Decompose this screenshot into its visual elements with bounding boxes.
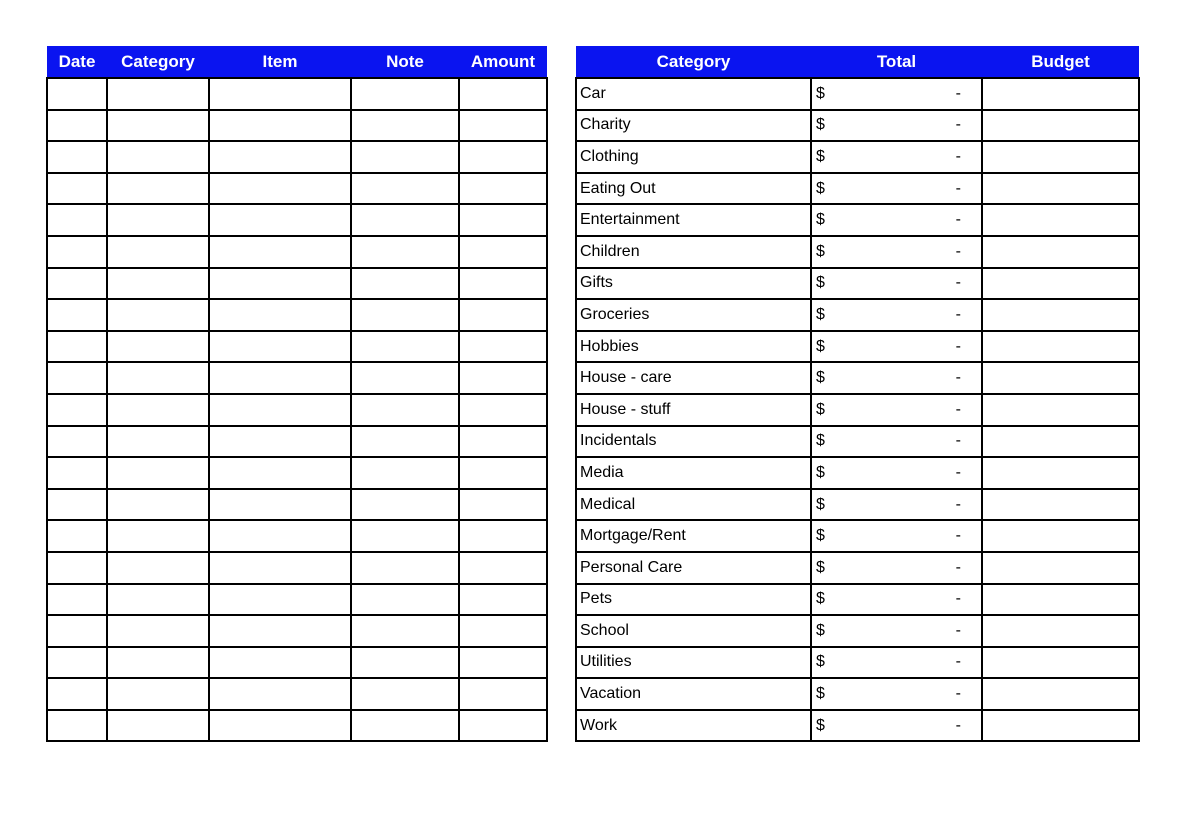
total-value: - [955,716,961,734]
ledger-cell-amount[interactable] [459,78,547,110]
ledger-cell-category[interactable] [107,362,209,394]
ledger-cell-amount[interactable] [459,615,547,647]
summary-row [576,204,1139,236]
ledger-row [47,236,547,268]
ledger-cell-note[interactable] [351,678,459,710]
ledger-cell-note[interactable] [351,647,459,679]
summary-category-cell: Hobbies [576,331,811,363]
summary-category-cell: Vacation [576,678,811,710]
ledger-cell-note[interactable] [351,204,459,236]
ledger-cell-amount[interactable] [459,520,547,552]
summary-budget-cell[interactable] [982,552,1139,584]
total-value: - [955,116,961,134]
ledger-row [47,268,547,300]
ledger-row [47,584,547,616]
ledger-cell-item[interactable] [209,457,351,489]
summary-budget-cell[interactable] [982,678,1139,710]
ledger-cell-item[interactable] [209,141,351,173]
ledger-cell-item[interactable] [209,173,351,205]
ledger-cell-category[interactable] [107,173,209,205]
summary-total-cell [811,584,982,616]
ledger-header-item: Item [209,46,351,78]
ledger-cell-item[interactable] [209,678,351,710]
ledger-cell-amount[interactable] [459,268,547,300]
ledger-cell-category[interactable] [107,520,209,552]
summary-budget-cell[interactable] [982,268,1139,300]
summary-category-cell: School [576,615,811,647]
ledger-cell-category[interactable] [107,426,209,458]
summary-total-cell [811,394,982,426]
ledger-row [47,615,547,647]
currency-symbol: $ [816,337,825,355]
summary-total-cell [811,110,982,142]
total-value: - [955,305,961,323]
ledger-cell-note[interactable] [351,489,459,521]
ledger-cell-item[interactable] [209,362,351,394]
ledger-cell-item[interactable] [209,394,351,426]
summary-total-cell [811,299,982,331]
ledger-cell-category[interactable] [107,394,209,426]
summary-row [576,331,1139,363]
ledger-header-note: Note [351,46,459,78]
summary-total-cell [811,141,982,173]
summary-row [576,615,1139,647]
summary-row [576,362,1139,394]
ledger-cell-item[interactable] [209,520,351,552]
summary-category-cell: Incidentals [576,426,811,458]
ledger-row [47,489,547,521]
summary-category-cell: Charity [576,110,811,142]
ledger-cell-amount[interactable] [459,331,547,363]
ledger-cell-amount[interactable] [459,710,547,742]
ledger-cell-amount[interactable] [459,678,547,710]
ledger-row [47,647,547,679]
ledger-cell-note[interactable] [351,552,459,584]
ledger-cell-category[interactable] [107,710,209,742]
summary-budget-cell[interactable] [982,78,1139,110]
ledger-cell-date[interactable] [47,268,107,300]
summary-total-cell [811,647,982,679]
total-value: - [955,558,961,576]
summary-row [576,268,1139,300]
ledger-cell-category[interactable] [107,141,209,173]
ledger-cell-date[interactable] [47,426,107,458]
summary-total-cell [811,615,982,647]
summary-budget-cell[interactable] [982,236,1139,268]
ledger-cell-item[interactable] [209,110,351,142]
ledger-cell-category[interactable] [107,615,209,647]
total-value: - [955,274,961,292]
ledger-cell-date[interactable] [47,552,107,584]
ledger-cell-note[interactable] [351,299,459,331]
ledger-cell-category[interactable] [107,331,209,363]
ledger-cell-note[interactable] [351,394,459,426]
summary-row [576,710,1139,742]
currency-symbol: $ [816,211,825,229]
currency-symbol: $ [816,685,825,703]
ledger-cell-category[interactable] [107,678,209,710]
ledger-cell-item[interactable] [209,615,351,647]
summary-budget-cell[interactable] [982,647,1139,679]
ledger-cell-item[interactable] [209,426,351,458]
ledger-header-date: Date [47,46,107,78]
ledger-cell-date[interactable] [47,678,107,710]
summary-row [576,426,1139,458]
summary-row [576,647,1139,679]
ledger-cell-item[interactable] [209,647,351,679]
summary-category-cell: House - care [576,362,811,394]
ledger-row [47,362,547,394]
ledger-cell-amount[interactable] [459,457,547,489]
ledger-cell-date[interactable] [47,78,107,110]
summary-row [576,110,1139,142]
ledger-cell-category[interactable] [107,204,209,236]
summary-budget-cell[interactable] [982,457,1139,489]
summary-total-cell [811,710,982,742]
summary-budget-cell[interactable] [982,520,1139,552]
summary-header-budget: Budget [982,46,1139,78]
summary-category-cell: Eating Out [576,173,811,205]
ledger-cell-category[interactable] [107,236,209,268]
total-value: - [955,432,961,450]
ledger-row [47,110,547,142]
ledger-cell-amount[interactable] [459,141,547,173]
summary-header-category: Category [576,46,811,78]
total-value: - [955,463,961,481]
ledger-row [47,520,547,552]
ledger-cell-item[interactable] [209,331,351,363]
ledger-cell-note[interactable] [351,268,459,300]
ledger-cell-date[interactable] [47,331,107,363]
ledger-cell-item[interactable] [209,236,351,268]
currency-symbol: $ [816,242,825,260]
total-value: - [955,527,961,545]
summary-category-cell: Car [576,78,811,110]
summary-budget-cell[interactable] [982,204,1139,236]
summary-category-cell: Pets [576,584,811,616]
ledger-cell-item[interactable] [209,78,351,110]
ledger-cell-item[interactable] [209,584,351,616]
summary-budget-cell[interactable] [982,426,1139,458]
ledger-cell-amount[interactable] [459,173,547,205]
summary-category-cell: Work [576,710,811,742]
ledger-row [47,299,547,331]
ledger-cell-date[interactable] [47,362,107,394]
ledger-cell-note[interactable] [351,426,459,458]
summary-budget-cell[interactable] [982,489,1139,521]
summary-budget-cell[interactable] [982,331,1139,363]
summary-row [576,78,1139,110]
ledger-header-row [47,46,547,78]
summary-budget-cell[interactable] [982,299,1139,331]
currency-symbol: $ [816,274,825,292]
currency-symbol: $ [816,527,825,545]
ledger-cell-amount[interactable] [459,647,547,679]
summary-header-total: Total [811,46,982,78]
ledger-row [47,552,547,584]
summary-total-cell [811,204,982,236]
ledger-cell-amount[interactable] [459,236,547,268]
summary-category-cell: House - stuff [576,394,811,426]
ledger-row [47,204,547,236]
total-value: - [955,147,961,165]
summary-budget-cell[interactable] [982,141,1139,173]
ledger-cell-date[interactable] [47,173,107,205]
ledger-cell-date[interactable] [47,141,107,173]
ledger-cell-note[interactable] [351,520,459,552]
currency-symbol: $ [816,305,825,323]
ledger-cell-note[interactable] [351,331,459,363]
ledger-cell-amount[interactable] [459,426,547,458]
currency-symbol: $ [816,432,825,450]
ledger-cell-item[interactable] [209,552,351,584]
ledger-row [47,394,547,426]
total-value: - [955,369,961,387]
currency-symbol: $ [816,84,825,102]
summary-row [576,552,1139,584]
currency-symbol: $ [816,369,825,387]
currency-symbol: $ [816,495,825,513]
summary-budget-cell[interactable] [982,110,1139,142]
ledger-cell-date[interactable] [47,520,107,552]
ledger-cell-amount[interactable] [459,394,547,426]
summary-body [576,78,1139,741]
ledger-cell-category[interactable] [107,489,209,521]
summary-budget-cell[interactable] [982,394,1139,426]
ledger-cell-date[interactable] [47,236,107,268]
ledger-body [47,78,547,741]
summary-row [576,489,1139,521]
currency-symbol: $ [816,621,825,639]
summary-total-cell [811,489,982,521]
currency-symbol: $ [816,653,825,671]
total-value: - [955,400,961,418]
ledger-cell-category[interactable] [107,110,209,142]
summary-row [576,520,1139,552]
ledger-cell-amount[interactable] [459,552,547,584]
ledger-cell-amount[interactable] [459,299,547,331]
summary-total-cell [811,173,982,205]
summary-category-cell: Utilities [576,647,811,679]
currency-symbol: $ [816,558,825,576]
ledger-cell-date[interactable] [47,710,107,742]
ledger-row [47,78,547,110]
summary-total-cell [811,426,982,458]
ledger-cell-date[interactable] [47,299,107,331]
summary-total-cell [811,236,982,268]
ledger-cell-note[interactable] [351,173,459,205]
ledger-row [47,141,547,173]
summary-row [576,394,1139,426]
currency-symbol: $ [816,179,825,197]
ledger-cell-date[interactable] [47,457,107,489]
summary-total-cell [811,457,982,489]
ledger-cell-note[interactable] [351,362,459,394]
ledger-header-category: Category [107,46,209,78]
summary-total-cell [811,362,982,394]
summary-budget-cell[interactable] [982,584,1139,616]
summary-row [576,299,1139,331]
ledger-cell-category[interactable] [107,78,209,110]
ledger-cell-note[interactable] [351,141,459,173]
total-value: - [955,179,961,197]
ledger-header-amount: Amount [459,46,547,78]
ledger-cell-date[interactable] [47,647,107,679]
ledger-cell-item[interactable] [209,489,351,521]
ledger-cell-amount[interactable] [459,362,547,394]
ledger-cell-date[interactable] [47,584,107,616]
summary-category-cell: Gifts [576,268,811,300]
ledger-cell-note[interactable] [351,710,459,742]
ledger-cell-category[interactable] [107,299,209,331]
summary-row [576,236,1139,268]
ledger-cell-note[interactable] [351,110,459,142]
summary-budget-cell[interactable] [982,362,1139,394]
ledger-row [47,678,547,710]
ledger-cell-category[interactable] [107,268,209,300]
total-value: - [955,590,961,608]
summary-category-cell: Children [576,236,811,268]
total-value: - [955,337,961,355]
ledger-cell-category[interactable] [107,584,209,616]
ledger-cell-date[interactable] [47,110,107,142]
expense-ledger-table [46,46,548,742]
ledger-cell-note[interactable] [351,78,459,110]
ledger-row [47,457,547,489]
currency-symbol: $ [816,463,825,481]
ledger-row [47,331,547,363]
ledger-cell-note[interactable] [351,584,459,616]
summary-total-cell [811,552,982,584]
ledger-cell-item[interactable] [209,268,351,300]
ledger-cell-amount[interactable] [459,489,547,521]
summary-budget-cell[interactable] [982,710,1139,742]
summary-total-cell [811,678,982,710]
summary-total-cell [811,520,982,552]
ledger-cell-amount[interactable] [459,204,547,236]
total-value: - [955,653,961,671]
total-value: - [955,495,961,513]
ledger-cell-date[interactable] [47,615,107,647]
summary-header-row [576,46,1139,78]
summary-category-cell: Personal Care [576,552,811,584]
ledger-cell-item[interactable] [209,299,351,331]
summary-category-cell: Entertainment [576,204,811,236]
ledger-cell-date[interactable] [47,394,107,426]
total-value: - [955,211,961,229]
summary-total-cell [811,331,982,363]
ledger-row [47,173,547,205]
summary-total-cell [811,268,982,300]
summary-budget-cell[interactable] [982,173,1139,205]
currency-symbol: $ [816,590,825,608]
currency-symbol: $ [816,400,825,418]
ledger-row [47,426,547,458]
currency-symbol: $ [816,116,825,134]
ledger-cell-date[interactable] [47,489,107,521]
summary-row [576,678,1139,710]
ledger-cell-category[interactable] [107,552,209,584]
ledger-cell-item[interactable] [209,204,351,236]
summary-category-cell: Mortgage/Rent [576,520,811,552]
ledger-cell-note[interactable] [351,457,459,489]
summary-row [576,141,1139,173]
summary-category-cell: Clothing [576,141,811,173]
summary-total-cell [811,78,982,110]
ledger-cell-note[interactable] [351,615,459,647]
ledger-cell-item[interactable] [209,710,351,742]
ledger-cell-amount[interactable] [459,110,547,142]
ledger-cell-category[interactable] [107,457,209,489]
total-value: - [955,242,961,260]
ledger-cell-note[interactable] [351,236,459,268]
summary-row [576,584,1139,616]
summary-row [576,457,1139,489]
summary-category-cell: Groceries [576,299,811,331]
ledger-cell-amount[interactable] [459,584,547,616]
currency-symbol: $ [816,716,825,734]
budget-summary-table [575,46,1140,742]
ledger-cell-category[interactable] [107,647,209,679]
currency-symbol: $ [816,147,825,165]
summary-category-cell: Medical [576,489,811,521]
summary-row [576,173,1139,205]
total-value: - [955,685,961,703]
summary-category-cell: Media [576,457,811,489]
ledger-row [47,710,547,742]
summary-budget-cell[interactable] [982,615,1139,647]
total-value: - [955,84,961,102]
ledger-cell-date[interactable] [47,204,107,236]
total-value: - [955,621,961,639]
